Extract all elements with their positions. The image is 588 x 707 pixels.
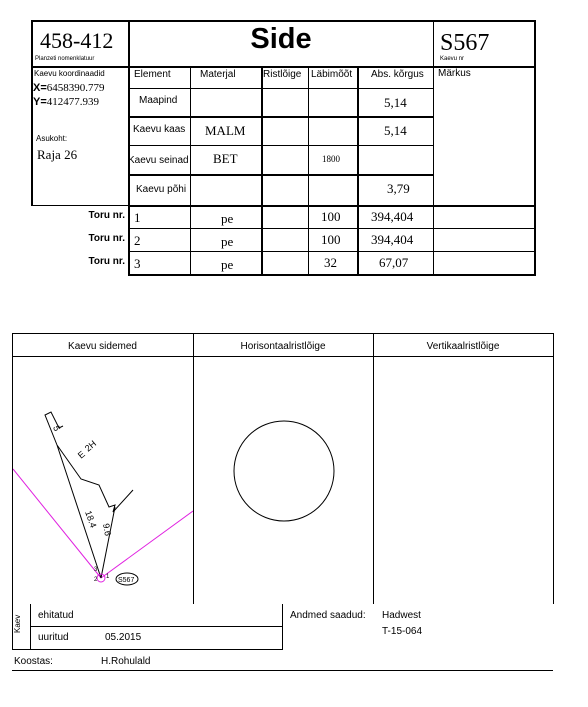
planzet-number: 458-412 bbox=[40, 28, 114, 53]
vertical-section-label: Vertikaalristlõige bbox=[426, 341, 500, 352]
kaevu-number-label: Kaevu nr bbox=[440, 56, 465, 62]
kaevu-number: S567 bbox=[440, 30, 490, 56]
well-label: S567 bbox=[118, 577, 135, 584]
pipe-abs-height: 394,404 bbox=[371, 232, 414, 247]
col-element: Element bbox=[134, 69, 171, 80]
well-side-label: Kaev bbox=[13, 614, 22, 633]
location-value: Raja 26 bbox=[37, 147, 78, 162]
surveyed-label: uuritud bbox=[38, 632, 69, 643]
sketch-label-a: 5 bbox=[51, 424, 63, 433]
col-diameter: Läbimõõt bbox=[311, 69, 353, 80]
pipe-material: pe bbox=[221, 211, 234, 226]
pipe-number: 2 bbox=[134, 233, 141, 248]
pipe-diameter: 32 bbox=[324, 255, 337, 270]
col-abs-height: Abs. kõrgus bbox=[371, 69, 424, 80]
col-section: Ristlõige bbox=[263, 69, 302, 80]
sketch-label-g: 2 bbox=[94, 577, 98, 583]
row-abs-height: 5,14 bbox=[384, 95, 407, 110]
planzet-label: Planzeti nomenklatuur bbox=[35, 56, 95, 62]
pipe-abs-height: 67,07 bbox=[379, 255, 409, 270]
pipe-number: 3 bbox=[134, 256, 141, 271]
row-element: Kaevu kaas bbox=[133, 124, 186, 135]
coord-x-value: 6458390.779 bbox=[46, 82, 105, 94]
coord-x-label: X= bbox=[33, 82, 47, 94]
coord-y-label: Y= bbox=[33, 96, 47, 108]
data-source-value: Hadwest bbox=[382, 610, 421, 621]
well-cross-section bbox=[234, 421, 334, 521]
row-abs-height: 5,14 bbox=[384, 123, 407, 138]
sketch-label-c: E bbox=[75, 449, 87, 461]
pipe-material: pe bbox=[221, 257, 234, 272]
row-diameter: 1800 bbox=[322, 154, 340, 164]
pipe-label: Toru nr. bbox=[88, 233, 125, 244]
pipe-label: Toru nr. bbox=[88, 256, 125, 267]
built-label: ehitatud bbox=[38, 610, 74, 621]
sketch-label-e: 9.6 bbox=[101, 522, 114, 537]
sketch-label-f: 3 bbox=[94, 567, 98, 573]
coord-y-value: 412477.939 bbox=[46, 96, 100, 108]
row-material: BET bbox=[213, 151, 238, 166]
surveyed-date: 05.2015 bbox=[105, 632, 142, 643]
sketch-label-d: 18.4 bbox=[83, 509, 99, 530]
pipe-line bbox=[101, 511, 193, 578]
coord-y bbox=[33, 96, 99, 108]
coords-label: Kaevu koordinaadid bbox=[34, 69, 105, 78]
page-title: Side bbox=[250, 23, 312, 55]
building-outline bbox=[57, 445, 133, 578]
row-abs-height: 3,79 bbox=[387, 181, 410, 196]
data-source-label: Andmed saadud: bbox=[290, 610, 366, 621]
pipe-label: Toru nr. bbox=[88, 210, 125, 221]
sketch-label-h: 1 bbox=[106, 574, 110, 580]
location-label: Asukoht: bbox=[36, 134, 68, 143]
row-element: Maapind bbox=[139, 95, 178, 106]
pipe-diameter: 100 bbox=[321, 232, 341, 247]
measure-line bbox=[101, 507, 115, 578]
horizontal-section-label: Horisontaalristlõige bbox=[240, 341, 326, 352]
data-source-code: T-15-064 bbox=[382, 626, 423, 637]
connections-sketch bbox=[13, 357, 193, 604]
sketch-label-b: 2H bbox=[82, 438, 99, 454]
row-material: MALM bbox=[205, 123, 246, 138]
author-value: H.Rohulald bbox=[101, 656, 151, 667]
col-remarks: Märkus bbox=[438, 68, 471, 79]
author-label: Koostas: bbox=[14, 656, 53, 667]
horizontal-section-drawing bbox=[194, 357, 373, 604]
pipe-number: 1 bbox=[134, 210, 141, 225]
pipe-diameter: 100 bbox=[321, 209, 341, 224]
col-material: Materjal bbox=[200, 69, 236, 80]
row-element: Kaevu seinad bbox=[128, 155, 189, 166]
row-element: Kaevu põhi bbox=[136, 184, 187, 195]
connections-label: Kaevu sidemed bbox=[68, 341, 137, 352]
coord-x bbox=[33, 82, 105, 94]
pipe-material: pe bbox=[221, 234, 234, 249]
pipe-abs-height: 394,404 bbox=[371, 209, 414, 224]
